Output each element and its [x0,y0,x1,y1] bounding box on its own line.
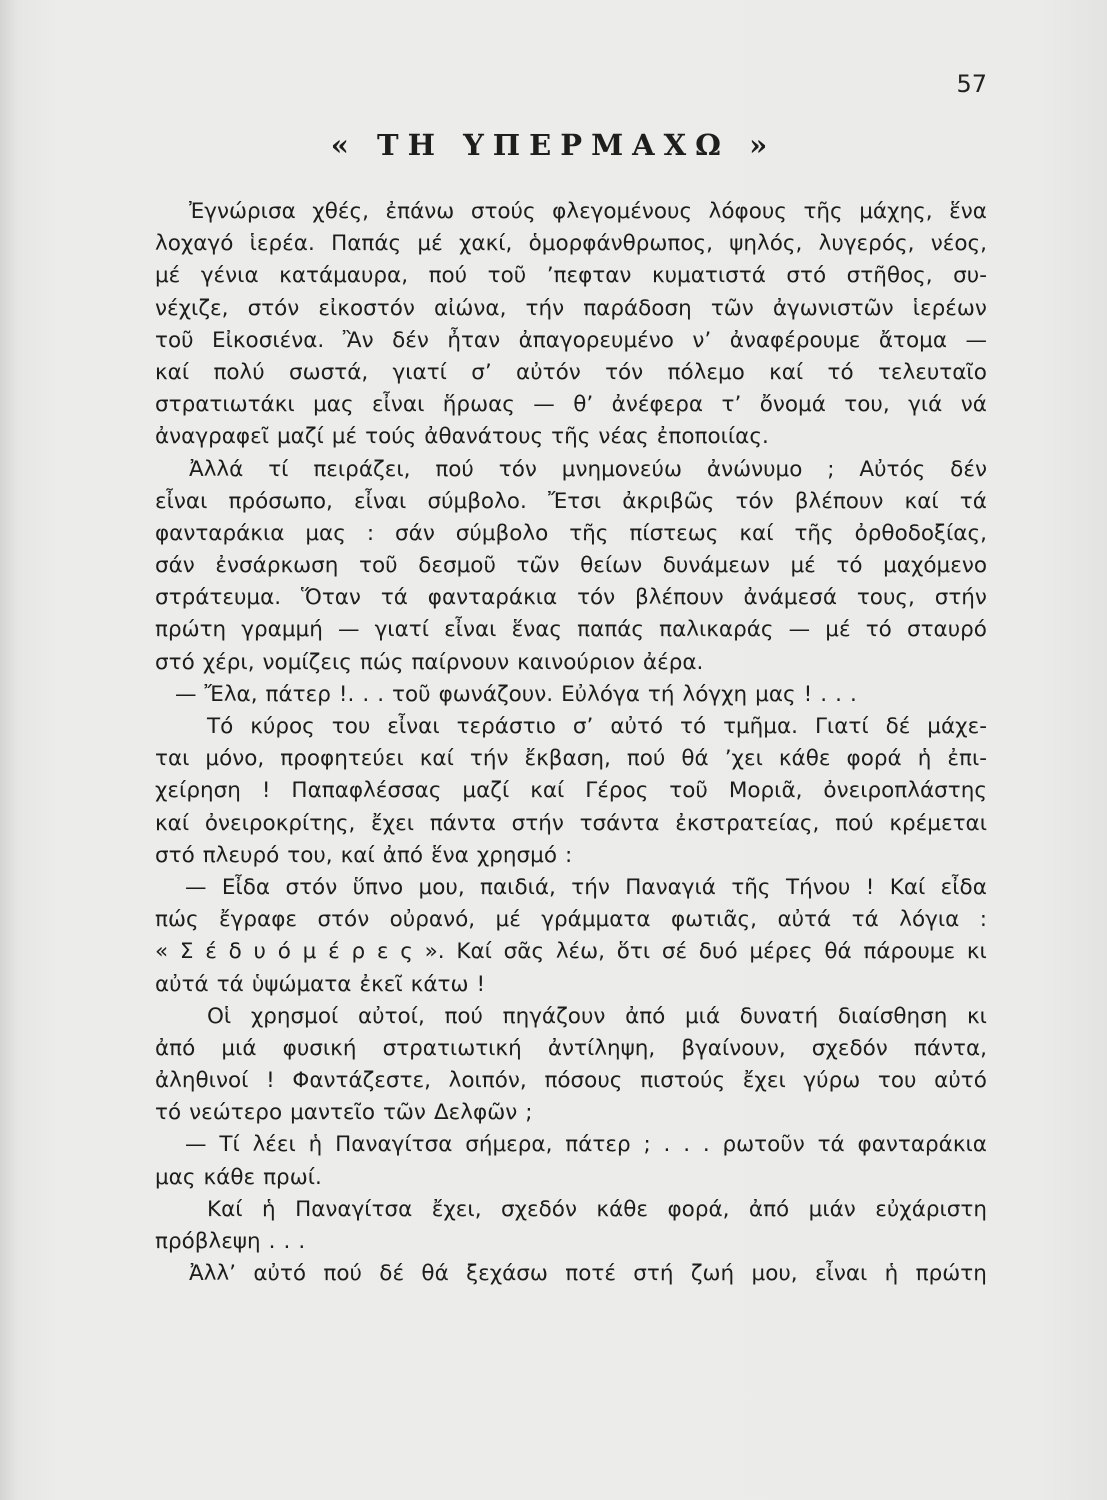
text-line: στό χέρι, νομίζεις πώς παίρνουν καινούριον ἀέρα. [155,649,704,675]
text-line: ἀπό μιά φυσική στρατιωτική ἀντίληψη, βγαίνουν, σχεδόν πάντα, [155,1035,987,1061]
text-line: τό νεώτερο μαντεῖο τῶν Δελφῶν ; [155,1100,533,1126]
text-line: — Εἶδα στόν ὕπνο μου, παιδιά, τήν Παναγιά τῆς Τήνου ! Καί εἶδα [185,874,987,900]
text-line: Τό κύρος του εἶναι τεράστιο σ’ αὐτό τό τμῆμα. Γιατί δέ μάχε- [207,714,987,739]
text-line: ἀληθινοί ! Φαντάζεστε, λοιπόν, πόσους πιστούς ἔχει γύρω του αὐτό [155,1068,987,1094]
text-line: στρατιωτάκι μας εἶναι ἥρωας — θ’ ἀνέφερα τ’ ὄνομά του, γιά νά [155,392,987,418]
text-line: ται μόνο, προφητεύει καί τήν ἔκβαση, πού θά ’χει κάθε φορά ἡ ἐπι- [155,746,987,772]
text-line: αὐτά τά ὑψώματα ἐκεῖ κάτω ! [155,971,486,997]
text-line: Καί ἡ Παναγίτσα ἔχει, σχεδόν κάθε φορά, ἀπό μιάν εὐχάριστη [207,1196,987,1222]
text-line: πρόβλεψη . . . [155,1229,306,1254]
text-line: — Τί λέει ἡ Παναγίτσα σήμερα, πάτερ ; . . . ρωτοῦν τά φανταράκια [185,1132,987,1158]
text-line: Οἱ χρησμοί αὐτοί, πού πηγάζουν ἀπό μιά δυνατή διαίσθηση κι [207,1003,987,1029]
text-line: ἀναγραφεῖ μαζί μέ τούς ἀθανάτους τῆς νέας ἐποποιίας. [155,424,769,450]
page-number: 57 [956,70,987,98]
text-line: μέ γένια κατάμαυρα, πού τοῦ ’πεφταν κυματιστά στό στῆθος, συ- [155,263,987,289]
text-line: νέχιζε, στόν εἰκοστόν αἰώνα, τήν παράδοση τῶν ἀγωνιστῶν ἱερέων [155,295,987,321]
text-line: Ἐγνώρισα χθές, ἐπάνω στούς φλεγομένους λόφους τῆς μάχης, ἕνα [189,199,987,224]
body-text [155,196,987,1290]
text-line: εἶναι πρόσωπο, εἶναι σύμβολο. Ἔτσι ἀκριβῶς τόν βλέπουν καί τά [155,488,987,514]
text-line: πώς ἔγραφε στόν οὐρανό, μέ γράμματα φωτιᾶς, αὐτά τά λόγια : [155,907,987,933]
text-line: μας κάθε πρωί. [155,1164,322,1190]
text-line: — Ἔλα, πάτερ !. . . τοῦ φωνάζουν. Εὐλόγα τή λόγχη μας ! . . . [175,681,857,707]
text-line: καί ὀνειροκρίτης, ἔχει πάντα στήν τσάντα ἐκστρατείας, πού κρέμεται [155,810,987,836]
text-line: Ἀλλ’ αὐτό πού δέ θά ξεχάσω ποτέ στή ζωή μου, εἶναι ἡ πρώτη [189,1261,987,1287]
text-line: χείρηση ! Παπαφλέσσας μαζί καί Γέρος τοῦ Μοριᾶ, ὀνειροπλάστης [155,778,987,804]
text-line: πρώτη γραμμή — γιατί εἶναι ἕνας παπάς παλικαράς — μέ τό σταυρό [155,617,987,643]
text-line: « Σ έ δ υ ό μ έ ρ ε ς ». Καί σᾶς λέω, ὅτι σέ δυό μέρες θά πάρουμε κι [155,939,987,965]
text-line: σάν ἐνσάρκωση τοῦ δεσμοῦ τῶν θείων δυνάμεων μέ τό μαχόμενο [155,553,987,579]
chapter-title: « ΤΗ ΥΠΕΡΜΑΧΩ » [330,128,777,162]
text-line: στό πλευρό του, καί ἀπό ἕνα χρησμό : [155,842,573,868]
text-line: στράτευμα. Ὅταν τά φανταράκια τόν βλέπουν ἀνάμεσά τους, στήν [155,585,987,611]
text-line: φανταράκια μας : σάν σύμβολο τῆς πίστεως καί τῆς ὀρθοδοξίας, [155,520,987,546]
text-line: Ἀλλά τί πειράζει, πού τόν μνημονεύω ἀνώνυμο ; Αὐτός δέν [189,456,987,482]
text-line: καί πολύ σωστά, γιατί σ’ αὐτόν τόν πόλεμο καί τό τελευταῖο [155,359,987,385]
text-line: τοῦ Εἰκοσιένα. Ἂν δέν ἦταν ἀπαγορευμένο ν’ ἀναφέρουμε ἄτομα — [155,327,987,353]
text-line: λοχαγό ἱερέα. Παπάς μέ χακί, ὁμορφάνθρωπος, ψηλός, λυγερός, νέος, [155,231,987,257]
